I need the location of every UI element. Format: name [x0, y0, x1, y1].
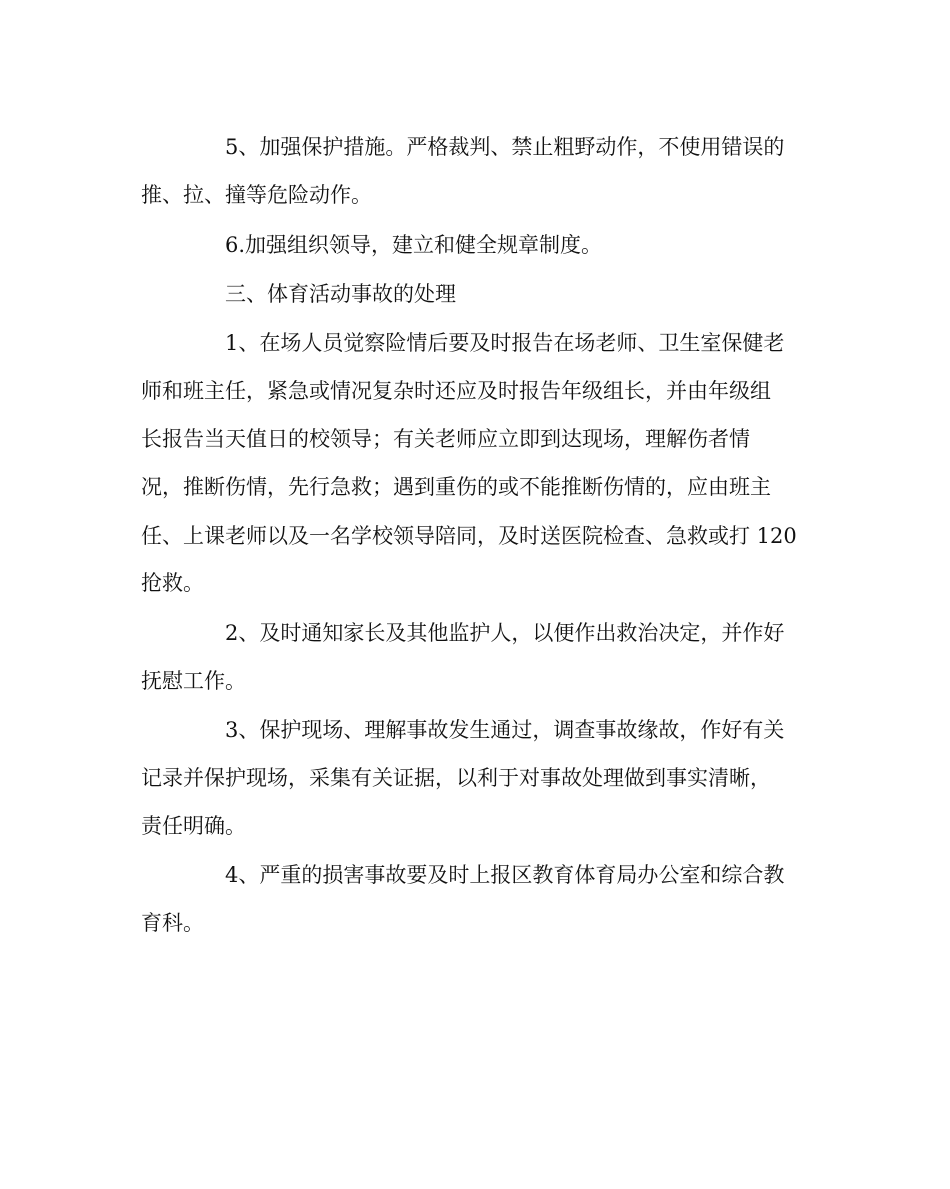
item-4-line-2: 育科。: [141, 911, 204, 935]
paragraph-5-line-1: 5、加强保护措施。严格裁判、禁止粗野动作，不使用错误的: [225, 135, 785, 159]
item-1-line-1: 1、在场人员觉察险情后要及时报告在场老师、卫生室保健老: [225, 331, 785, 355]
item-2-line-1: 2、及时通知家长及其他监护人，以便作出救治决定，并作好: [225, 621, 785, 645]
item-4-line-1: 4、严重的损害事故要及时上报区教育体育局办公室和综合教: [225, 863, 785, 887]
item-1-line-3: 长报告当天值日的校领导；有关老师应立即到达现场，理解伤者情: [141, 427, 750, 451]
item-3-line-1: 3、保护现场、理解事故发生通过，调查事故缘故，作好有关: [225, 718, 785, 742]
paragraph-5-line-2: 推、拉、撞等危险动作。: [141, 183, 372, 207]
section-heading: 三、体育活动事故的处理: [225, 282, 456, 306]
item-1-line-5: 任、上课老师以及一名学校领导陪同，及时送医院检查、急救或打 120: [141, 524, 797, 548]
item-1-line-2: 师和班主任，紧急或情况复杂时还应及时报告年级组长，并由年级组: [141, 379, 771, 403]
item-3-line-2: 记录并保护现场，采集有关证据，以利于对事故处理做到事实清晰，: [141, 766, 771, 790]
paragraph-6-line-1: 6.加强组织领导，建立和健全规章制度。: [225, 233, 603, 257]
item-1-line-4: 况，推断伤情，先行急救；遇到重伤的或不能推断伤情的，应由班主: [141, 475, 771, 499]
item-2-line-2: 抚慰工作。: [141, 669, 246, 693]
item-1-line-6: 抢救。: [141, 571, 204, 595]
item-3-line-3: 责任明确。: [141, 814, 246, 838]
